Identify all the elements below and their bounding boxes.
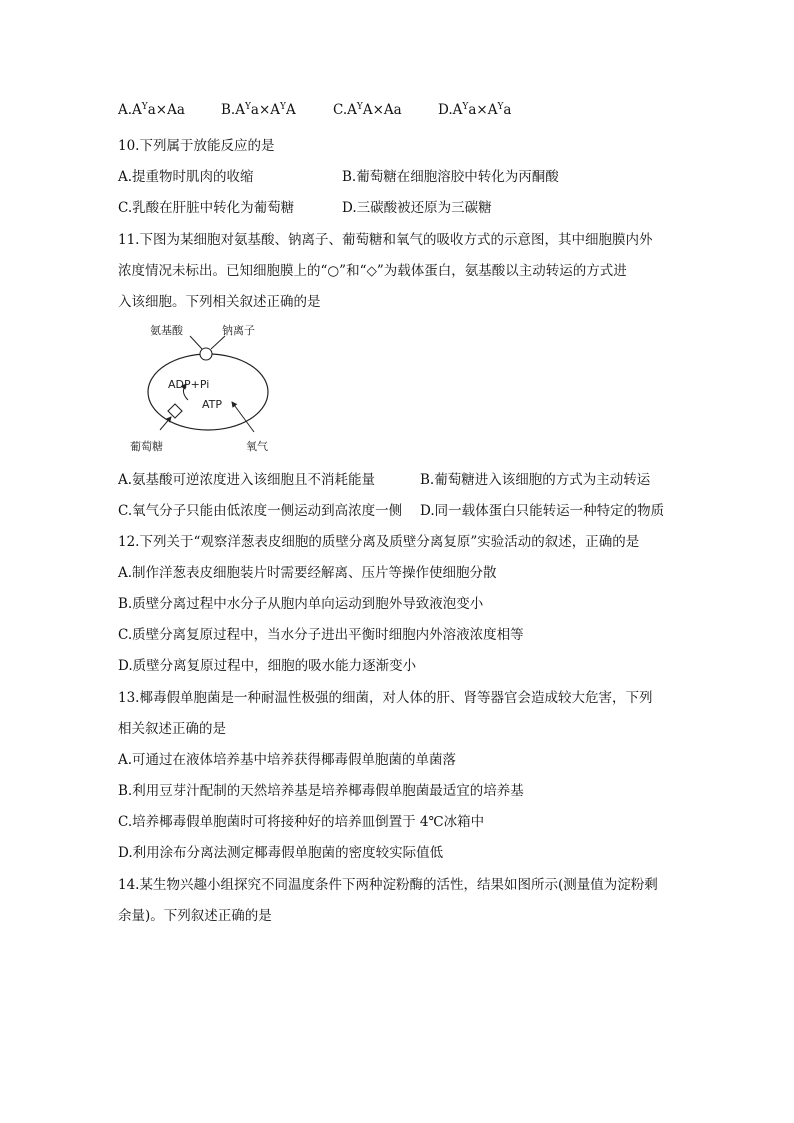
circle-carrier-protein bbox=[200, 348, 212, 360]
q12-option-b: B.质壁分离过程中水分子从胞内单向运动到胞外导致液泡变小 bbox=[118, 596, 484, 612]
q10-option-d: D.三碳酸被还原为三碳糖 bbox=[342, 200, 492, 216]
diamond-carrier-protein bbox=[168, 404, 182, 418]
q9-option-c: $C.A^YA\times Aa$ bbox=[333, 102, 402, 118]
label-amino-acid: 氨基酸 bbox=[150, 324, 183, 337]
sodium-arrow bbox=[211, 336, 225, 349]
q11-option-c: C.氧气分子只能由低浓度一侧运动到高浓度一侧 bbox=[118, 503, 403, 519]
label-adp-pi: ADP+Pi bbox=[168, 378, 210, 391]
q9-option-d: $D.A^Ya\times A^Ya$ bbox=[438, 102, 512, 118]
q14-stem-line2: 余量)。下列叙述正确的是 bbox=[118, 908, 272, 924]
q10-option-c: C.乳酸在肝脏中转化为葡萄糖 bbox=[118, 200, 295, 216]
label-oxygen: 氧气 bbox=[246, 440, 268, 453]
q13-option-d: D.利用涂布分离法测定椰毒假单胞菌的密度较实际值低 bbox=[118, 845, 444, 861]
q11-stem-line3: 入该细胞。下列相关叙述正确的是 bbox=[118, 294, 321, 310]
q13-stem-line2: 相关叙述正确的是 bbox=[118, 721, 226, 737]
q9-option-b: $B.A^Ya\times A^YA$ bbox=[221, 102, 296, 118]
q14-stem-line1: 14.某生物兴趣小组探究不同温度条件下两种淀粉酶的活性，结果如图所示(测量值为淀粉剩 bbox=[118, 877, 658, 893]
q13-stem-line1: 13.椰毒假单胞菌是一种耐温性极强的细菌，对人体的肝、肾等器官会造成较大危害，下列 bbox=[118, 690, 653, 706]
q11-option-a: A.氨基酸可逆浓度进入该细胞且不消耗能量 bbox=[118, 472, 376, 488]
q11-option-b: B.葡萄糖进入该细胞的方式为主动转运 bbox=[420, 472, 651, 488]
q11-stem-line1: 11.下图为某细胞对氨基酸、钠离子、葡萄糖和氧气的吸收方式的示意图，其中细胞膜内外 bbox=[118, 232, 653, 248]
label-atp: ATP bbox=[202, 398, 223, 411]
cell-transport-diagram bbox=[130, 322, 280, 460]
q12-option-d: D.质壁分离复原过程中，细胞的吸水能力逐渐变小 bbox=[118, 658, 417, 674]
label-glucose: 葡萄糖 bbox=[130, 440, 163, 453]
q12-stem: 12.下列关于“观察洋葱表皮细胞的质壁分离及质壁分离复原”实验活动的叙述，正确的是 bbox=[118, 534, 640, 550]
q10-option-a: A.提重物时肌肉的收缩 bbox=[118, 169, 254, 185]
q13-option-c: C.培养椰毒假单胞菌时可将接种好的培养皿倒置于 4℃冰箱中 bbox=[118, 814, 485, 830]
q9-option-a: $A.A^Ya\times Aa$ bbox=[118, 102, 185, 118]
label-sodium: 钠离子 bbox=[222, 324, 255, 337]
q10-option-b: B.葡萄糖在细胞溶胶中转化为丙酮酸 bbox=[342, 169, 559, 185]
q11-option-d: D.同一载体蛋白只能转运一种特定的物质 bbox=[420, 503, 665, 519]
q11-stem-line2: 浓度情况未标出。已知细胞膜上的“○”和“◇”为载体蛋白，氨基酸以主动转运的方式进 bbox=[118, 263, 627, 279]
q12-option-c: C.质壁分离复原过程中，当水分子进出平衡时细胞内外溶液浓度相等 bbox=[118, 627, 524, 643]
q12-option-a: A.制作洋葱表皮细胞装片时需要经解离、压片等操作使细胞分散 bbox=[118, 565, 497, 581]
q10-stem: 10.下列属于放能反应的是 bbox=[118, 138, 275, 154]
cell-membrane bbox=[148, 354, 268, 430]
oxygen-arrow bbox=[232, 402, 254, 432]
amino-acid-arrow bbox=[190, 336, 202, 349]
q13-option-b: B.利用豆芽汁配制的天然培养基是培养椰毒假单胞菌最适宜的培养基 bbox=[118, 783, 524, 799]
q13-option-a: A.可通过在液体培养基中培养获得椰毒假单胞菌的单菌落 bbox=[118, 752, 457, 768]
